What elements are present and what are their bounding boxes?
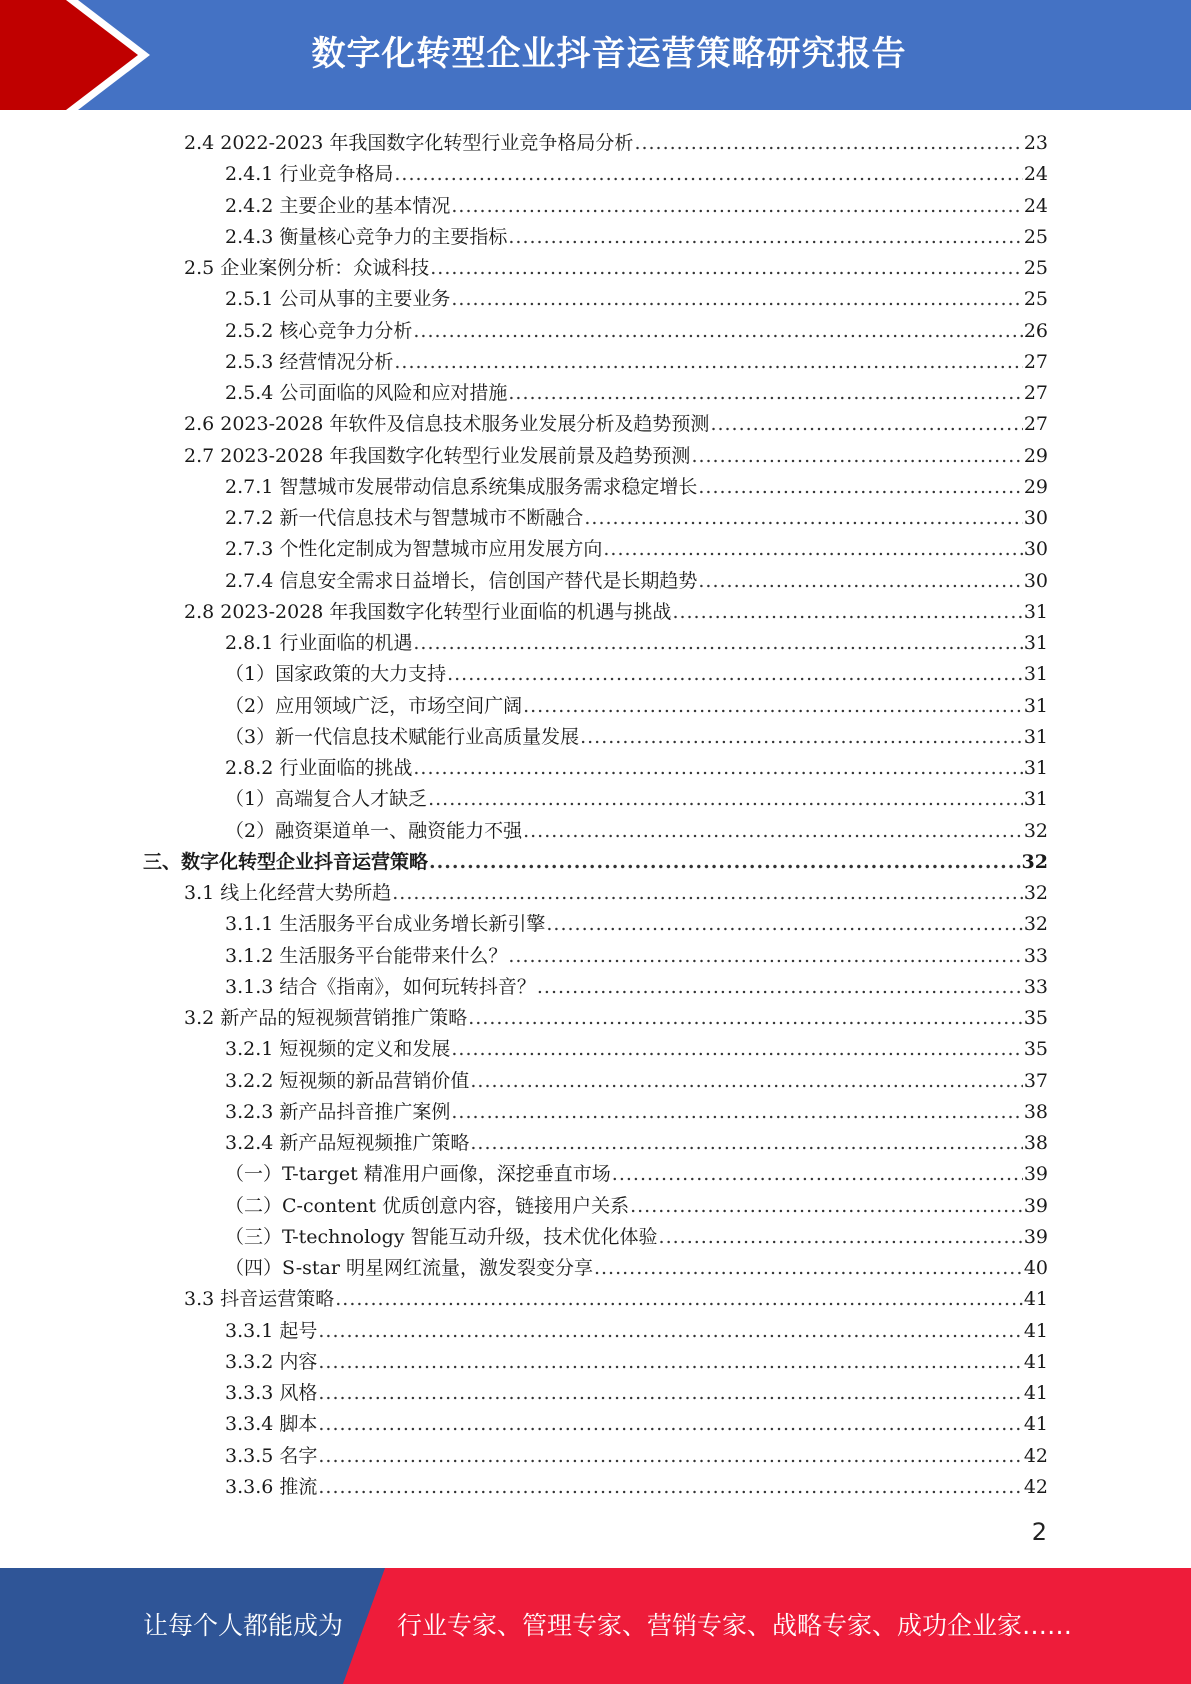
toc-leader-dots: [594, 1253, 1023, 1284]
toc-entry[interactable]: [184, 128, 1048, 159]
toc-entry-title: 2.7 2023-2028 年我国数字化转型行业发展前景及趋势预测: [184, 444, 691, 467]
toc-entry-page: 35: [1023, 1038, 1048, 1061]
toc-entry[interactable]: [225, 472, 1048, 503]
toc-entry-page: 27: [1023, 382, 1048, 404]
toc-entry[interactable]: [225, 1253, 1048, 1284]
toc-entry-page: 41: [1023, 1382, 1048, 1404]
toc-entry-title: 2.8.2 行业面临的挑战: [225, 757, 413, 779]
toc-entry-title: 三、数字化转型企业抖音运营策略: [143, 850, 429, 873]
toc-entry-title: 3.2.2 短视频的新品营销价值: [225, 1069, 470, 1092]
toc-entry-page: 40: [1023, 1257, 1048, 1279]
toc-entry-title: 3.1.1 生活服务平台成业务增长新引擎: [225, 913, 546, 936]
toc-entry-page: 42: [1023, 1475, 1048, 1498]
toc-entry[interactable]: [225, 659, 1048, 690]
toc-entry-title: 3.2 新产品的短视频营销推广策略: [184, 1007, 468, 1029]
toc-entry-title: 2.4.2 主要企业的基本情况: [225, 194, 451, 217]
toc-leader-dots: [691, 441, 1022, 472]
toc-entry-title: 3.1.2 生活服务平台能带来什么？: [225, 944, 508, 967]
toc-entry[interactable]: [225, 1128, 1048, 1159]
toc-entry[interactable]: [225, 378, 1048, 409]
toc-entry[interactable]: [225, 1472, 1048, 1503]
toc-entry-page: 25: [1023, 257, 1048, 279]
toc-entry[interactable]: [225, 1066, 1048, 1097]
toc-entry[interactable]: [184, 878, 1048, 909]
toc-entry-title: （3）新一代信息技术赋能行业高质量发展: [225, 725, 580, 748]
toc-leader-dots: [392, 878, 1023, 909]
toc-leader-dots: [318, 1316, 1022, 1347]
toc-entry[interactable]: [225, 722, 1048, 753]
toc-leader-dots: [451, 284, 1022, 315]
toc-entry[interactable]: [225, 566, 1048, 597]
toc-entry-page: 38: [1023, 1100, 1048, 1123]
toc-leader-dots: [508, 941, 1022, 972]
toc-leader-dots: [612, 1159, 1023, 1190]
toc-leader-dots: [451, 1034, 1022, 1065]
toc-entry-title: 2.7.1 智慧城市发展带动信息系统集成服务需求稳定增长: [225, 475, 698, 498]
toc-entry-page: 37: [1023, 1069, 1048, 1092]
footer-slogan-left: 让每个人都能成为: [143, 1611, 344, 1640]
toc-entry[interactable]: [225, 1191, 1048, 1222]
toc-leader-dots: [523, 691, 1023, 722]
toc-leader-dots: [318, 1378, 1022, 1409]
toc-leader-dots: [698, 472, 1022, 503]
toc-entry-title: （一）T-target 精准用户画像，深挖垂直市场: [225, 1163, 611, 1186]
toc-entry[interactable]: [225, 1159, 1048, 1190]
toc-entry-title: 2.4 2022-2023 年我国数字化转型行业竞争格局分析: [184, 132, 634, 154]
toc-entry-page: 31: [1023, 600, 1048, 623]
toc-entry[interactable]: [225, 1409, 1048, 1440]
toc-leader-dots: [335, 1284, 1023, 1315]
toc-leader-dots: [537, 972, 1023, 1003]
toc-entry-page: 38: [1023, 1132, 1048, 1154]
toc-leader-dots: [318, 1409, 1022, 1440]
toc-entry[interactable]: [225, 284, 1048, 315]
toc-entry[interactable]: [225, 941, 1048, 972]
toc-leader-dots: [318, 1472, 1022, 1503]
toc-entry-page: 29: [1023, 444, 1048, 467]
header-banner: [0, 0, 1191, 110]
toc-entry[interactable]: [225, 972, 1048, 1003]
toc-leader-dots: [318, 1441, 1022, 1472]
toc-entry-title: 3.1 线上化经营大势所趋: [184, 882, 392, 904]
toc-entry-page: 35: [1023, 1007, 1048, 1029]
toc-entry[interactable]: [225, 1441, 1048, 1472]
toc-entry-page: 39: [1023, 1163, 1048, 1186]
toc-entry-title: 3.3.2 内容: [225, 1350, 318, 1373]
toc-entry-title: （2）应用领域广泛，市场空间广阔: [225, 694, 523, 717]
toc-entry-page: 41: [1023, 1319, 1048, 1342]
report-title: 数字化转型企业抖音运营策略研究报告: [311, 34, 907, 74]
toc-entry-page: 33: [1023, 944, 1048, 967]
toc-entry[interactable]: [184, 409, 1048, 440]
toc-entry-title: （三）T-technology 智能互动升级，技术优化体验: [225, 1225, 658, 1248]
toc-leader-dots: [451, 191, 1022, 222]
toc-entry-title: 2.4.3 衡量核心竞争力的主要指标: [225, 225, 508, 248]
toc-entry-page: 41: [1023, 1350, 1048, 1373]
toc-entry[interactable]: [225, 347, 1048, 378]
toc-entry-page: 31: [1023, 694, 1048, 717]
toc-leader-dots: [451, 1097, 1022, 1128]
toc-leader-dots: [394, 159, 1022, 190]
toc-entry-page: 41: [1023, 1288, 1048, 1311]
toc-entry-page: 32: [1023, 913, 1048, 936]
toc-entry[interactable]: [225, 534, 1048, 565]
toc-entry-title: （二）C-content 优质创意内容，链接用户关系: [225, 1194, 630, 1217]
toc-entry-title: 3.3.1 起号: [225, 1319, 318, 1342]
toc-entry-title: （1）高端复合人才缺乏: [225, 788, 428, 811]
toc-leader-dots: [523, 816, 1023, 847]
toc-entry-title: 2.7.2 新一代信息技术与智慧城市不断融合: [225, 507, 584, 529]
toc-leader-dots: [429, 847, 1021, 878]
toc-entry-title: 3.2.3 新产品抖音推广案例: [225, 1100, 451, 1123]
toc-entry-page: 30: [1023, 569, 1048, 592]
toc-leader-dots: [447, 659, 1023, 690]
toc-leader-dots: [394, 347, 1022, 378]
toc-entry[interactable]: [225, 1347, 1048, 1378]
toc-entry[interactable]: [184, 253, 1048, 284]
toc-entry-title: 3.3.6 推流: [225, 1475, 318, 1498]
toc-leader-dots: [508, 378, 1022, 409]
toc-entry-page: 24: [1023, 163, 1048, 186]
toc-entry-title: （四）S-star 明星网红流量，激发裂变分享: [225, 1257, 593, 1279]
toc-leader-dots: [630, 1191, 1023, 1222]
toc-leader-dots: [470, 1066, 1022, 1097]
toc-leader-dots: [428, 784, 1023, 815]
toc-entry-page: 41: [1023, 1413, 1048, 1436]
toc-entry-title: 2.5.3 经营情况分析: [225, 350, 394, 373]
toc-entry-page: 26: [1023, 319, 1048, 342]
toc-entry[interactable]: [225, 1378, 1048, 1409]
toc-entry-page: 33: [1023, 975, 1048, 998]
toc-entry-page: 32: [1023, 819, 1048, 842]
toc-entry-title: 3.2.1 短视频的定义和发展: [225, 1038, 451, 1061]
toc-leader-dots: [659, 1222, 1023, 1253]
toc-entry-title: 2.5.4 公司面临的风险和应对措施: [225, 382, 508, 404]
toc-entry-title: （1）国家政策的大力支持: [225, 663, 447, 686]
footer-slogan-right: 行业专家、管理专家、营销专家、战略专家、成功企业家……: [397, 1611, 1073, 1640]
toc-entry-title: 2.7.4 信息安全需求日益增长，信创国产替代是长期趋势: [225, 569, 698, 592]
toc-entry-title: 3.3.5 名字: [225, 1444, 318, 1467]
toc-entry-title: 3.3.4 脚本: [225, 1413, 318, 1436]
toc-entry-page: 30: [1023, 538, 1048, 561]
toc-entry[interactable]: [225, 1222, 1048, 1253]
footer-banner: [0, 1568, 1191, 1684]
toc-entry[interactable]: [225, 503, 1048, 534]
toc-entry[interactable]: [225, 628, 1048, 659]
toc-entry[interactable]: [225, 816, 1048, 847]
toc-entry-page: 27: [1023, 413, 1048, 436]
toc-entry[interactable]: [225, 1034, 1048, 1065]
toc-leader-dots: [698, 566, 1022, 597]
toc-leader-dots: [634, 128, 1022, 159]
toc-leader-dots: [413, 628, 1022, 659]
toc-entry[interactable]: [225, 191, 1048, 222]
toc-entry-page: 23: [1023, 132, 1048, 154]
toc-entry[interactable]: [225, 159, 1048, 190]
toc-leader-dots: [584, 503, 1022, 534]
toc-entry-page: 32: [1021, 850, 1048, 873]
toc-entry-title: 2.8.1 行业面临的机遇: [225, 632, 413, 654]
toc-entry-title: 3.1.3 结合《指南》，如何玩转抖音？: [225, 975, 536, 998]
toc-entry[interactable]: [184, 597, 1048, 628]
toc-entry[interactable]: [143, 847, 1048, 878]
toc-entry-page: 31: [1023, 725, 1048, 748]
toc-leader-dots: [508, 222, 1022, 253]
toc-entry-page: 32: [1023, 882, 1048, 904]
toc-leader-dots: [603, 534, 1022, 565]
toc-entry[interactable]: [184, 441, 1048, 472]
toc-entry[interactable]: [225, 909, 1048, 940]
toc-entry[interactable]: [225, 753, 1048, 784]
toc-leader-dots: [580, 722, 1023, 753]
toc-entry-page: 27: [1023, 350, 1048, 373]
toc-entry-title: 2.5.2 核心竞争力分析: [225, 319, 413, 342]
toc-entry-page: 31: [1023, 663, 1048, 686]
toc-entry[interactable]: [225, 784, 1048, 815]
toc-leader-dots: [546, 909, 1022, 940]
toc-entry-title: （2）融资渠道单一、融资能力不强: [225, 819, 523, 842]
toc-entry[interactable]: [225, 222, 1048, 253]
toc-leader-dots: [413, 316, 1022, 347]
toc-entry-title: 2.6 2023-2028 年软件及信息技术服务业发展分析及趋势预测: [184, 413, 710, 436]
toc-entry[interactable]: [225, 1316, 1048, 1347]
toc-entry-page: 31: [1023, 788, 1048, 811]
toc-entry[interactable]: [225, 1097, 1048, 1128]
toc-entry-title: 2.5.1 公司从事的主要业务: [225, 288, 451, 311]
toc-entry-title: 3.3 抖音运营策略: [184, 1288, 335, 1311]
toc-entry-page: 25: [1023, 225, 1048, 248]
toc-entry-page: 30: [1023, 507, 1048, 529]
toc-leader-dots: [672, 597, 1022, 628]
toc-leader-dots: [470, 1128, 1022, 1159]
toc-entry-page: 39: [1023, 1194, 1048, 1217]
toc-leader-dots: [430, 253, 1023, 284]
toc-entry-title: 3.2.4 新产品短视频推广策略: [225, 1132, 470, 1154]
toc-entry-page: 24: [1023, 194, 1048, 217]
toc-entry-page: 31: [1023, 757, 1048, 779]
toc-entry[interactable]: [184, 1284, 1048, 1315]
toc-entry[interactable]: [225, 691, 1048, 722]
toc-entry-title: 2.7.3 个性化定制成为智慧城市应用发展方向: [225, 538, 603, 561]
toc-entry[interactable]: [184, 1003, 1048, 1034]
toc-entry-page: 42: [1023, 1444, 1048, 1467]
toc-entry-page: 29: [1023, 475, 1048, 498]
toc-entry-title: 2.5 企业案例分析：众诚科技: [184, 257, 430, 279]
toc-leader-dots: [413, 753, 1022, 784]
toc-leader-dots: [318, 1347, 1022, 1378]
toc-entry-title: 2.4.1 行业竞争格局: [225, 163, 394, 186]
toc-entry-page: 31: [1023, 632, 1048, 654]
toc-entry-title: 3.3.3 风格: [225, 1382, 318, 1404]
toc-entry[interactable]: [225, 316, 1048, 347]
toc-entry-page: 25: [1023, 288, 1048, 311]
toc-leader-dots: [468, 1003, 1023, 1034]
toc-entry-title: 2.8 2023-2028 年我国数字化转型行业面临的机遇与挑战: [184, 600, 672, 623]
toc-entry-page: 39: [1023, 1225, 1048, 1248]
toc-leader-dots: [710, 409, 1022, 440]
page-number: 2: [1031, 1518, 1047, 1546]
